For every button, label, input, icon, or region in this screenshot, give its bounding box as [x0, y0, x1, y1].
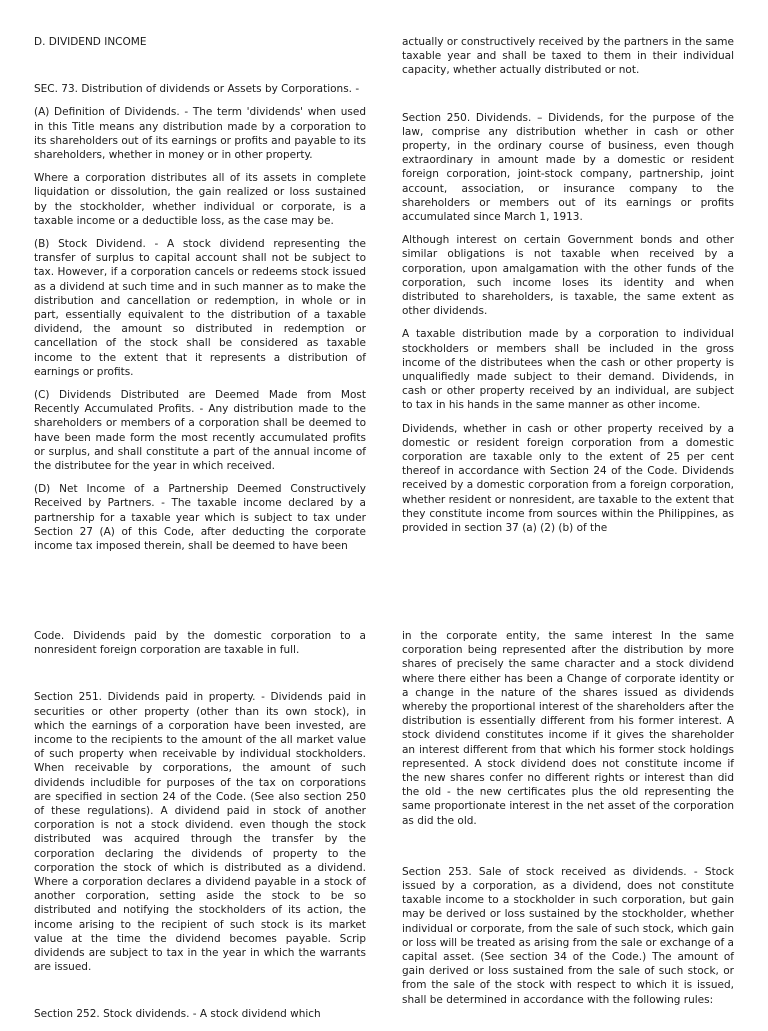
- para-corporate-entity: in the corporate entity, the same interest In the same corporation being represented after the distribution by more shares of precisely the same character and a stock dividend where there either has been a Change of corporate identity or a change in the nature of the shares issued as dividends whereby the proportional interest of the shareholders after the distribution is essentially different from his former interest. A stock dividend constitutes income if it gives the shareholder an interest different from that which his former stock holdings represented. A stock dividend does not constitute income if the new shares confer no different rights or interest than did the old - the new certificates plus the old representing the same proportionate interest in the net asset of the corporation as did the old.: [402, 630, 734, 827]
- section-heading: D. DIVIDEND INCOME: [34, 36, 147, 48]
- sec73-title: SEC. 73. Distribution of dividends or Assets by Corporations. -: [34, 83, 360, 96]
- sec252-stock-dividends: Section 252. Stock dividends. - A stock dividend which: [34, 1008, 321, 1021]
- page1-left-column: [34, 35, 366, 562]
- para-government-bonds: Although interest on certain Government bonds and other similar obligations is not taxable when received by a corporation, upon amalgamation with the other funds of the corporation, such income loses its identity and when distributed to shareholders, is taxable, the same extent as other dividends.: [402, 234, 734, 318]
- para-taxable-distribution: A taxable distribution made by a corporation to individual stockholders or members shall be included in the gross income of the distributees when the cash or other property is unqualifiedly made subject to their demand. Dividends, in cash or other property received by an individual, are subject to tax in his hands in the same manner as other income.: [402, 328, 734, 412]
- page2-right-column: [402, 629, 734, 1016]
- page1-right-column: [402, 35, 734, 544]
- para-partnership-income: (D) Net Income of a Partnership Deemed Constructively Received by Partners. - The taxable income declared by a partnership for a taxable year which is subject to tax under Section 27 (A) of this Code, after deducting the corporate income tax imposed therein, shall be deemed to have been: [34, 483, 366, 553]
- sec250-dividends: Section 250. Dividends. – Dividends, for the purpose of the law, comprise any distribution whether in cash or other property, in the ordinary course of business, even though extraordinary in amount made by a domestic or resident foreign corporation, joint-stock company, partnership, joint account, association, or insurance company to the shareholders or members out of its earnings or profits accumulated since March 1, 1913.: [402, 111, 734, 224]
- sec253-sale-of-stock: Section 253. Sale of stock received as dividends. - Stock issued by a corporation, as a dividend, does not constitute taxable income to a stockholder in such corporation, but gain may be derived or loss sustained by the stockholder, whether individual or corporate, from the sale of such stock, which gain or loss will be treated as arising from the sale or exchange of a capital asset. (See section 34 of the Code.) The amount of gain derived or loss sustained from the sale of such stock, or from the sale of the stock with respect to which it is issued, shall be determined in accordance with the following rules:: [402, 865, 734, 1006]
- para-stock-dividend: (B) Stock Dividend. - A stock dividend representing the transfer of surplus to capital account shall not be subject to tax. However, if a corporation cancels or redeems stock issued as a dividend at such time and in such manner as to make the distribution and cancellation or redemption, in whole or in part, essentially equivalent to the distribution of a taxable dividend, the amount so distributed in redemption or cancellation of the stock shall be considered as taxable income to the extent that it represents a distribution of earnings or profits.: [34, 238, 366, 378]
- page2-left-column: [34, 629, 366, 1031]
- sec251-property-dividends: Section 251. Dividends paid in property. - Dividends paid in securities or other property (other than its own stock), in which the earnings of a corporation have been invested, are income to the recipients to the amount of the all market value of such property when receivable by individual stockholders. When receivable by corporations, the amount of such dividends includible for purposes of the tax on corporations are specified in section 24 of the Code. (See also section 250 of these regulations). A dividend paid in stock of another corporation is not a stock dividend. even though the stock distributed was acquired through the transfer by the corporation declaring the dividends of property to the corporation the stock of which is distributed as a dividend. Where a corporation declares a dividend payable in a stock of another corporation, setting aside the stock to be so distributed and notifying the stockholders of its action, the income arising to the recipient of such stock is its market value at the time the dividend becomes payable. Scrip dividends are subject to tax in the year in which the warrants are issued.: [34, 691, 366, 974]
- para-liquidation: Where a corporation distributes all of its assets in complete liquidation or dissolution, the gain realized or loss sustained by the stockholder, whether individual or corporate, is a taxable income or a deductible loss, as the case may be.: [34, 172, 366, 227]
- para-continued: actually or constructively received by the partners in the same taxable year and shall be taxed to them in their individual capacity, whether actually distributed or not.: [402, 36, 734, 77]
- para-domestic-corporation: Dividends, whether in cash or other property received by a domestic or resident foreign corporation from a domestic corporation are taxable only to the extent of 25 per cent thereof in accordance with Section 24 of the Code. Dividends received by a domestic corporation from a foreign corporation, whether resident or nonresident, are taxable to the extent that they constitute income from sources within the Philippines, as provided in section 37 (a) (2) (b) of the: [402, 422, 734, 535]
- para-recently-accumulated: (C) Dividends Distributed are Deemed Made from Most Recently Accumulated Profits. - Any distribution made to the shareholders or members of a corporation shall be deemed to have been made form the most recently accumulated profits or surplus, and shall constitute a part of the annual income of the distributee for the year in which received.: [34, 389, 366, 473]
- para-definition-dividends: (A) Definition of Dividends. - The term 'dividends' when used in this Title means any distribution made by a corporation to its shareholders out of its earnings or profits and payable to its shareholders, whether in money or in other property.: [34, 106, 366, 162]
- para-code-continued: Code. Dividends paid by the domestic corporation to a nonresident foreign corporation are taxable in full.: [34, 630, 366, 657]
